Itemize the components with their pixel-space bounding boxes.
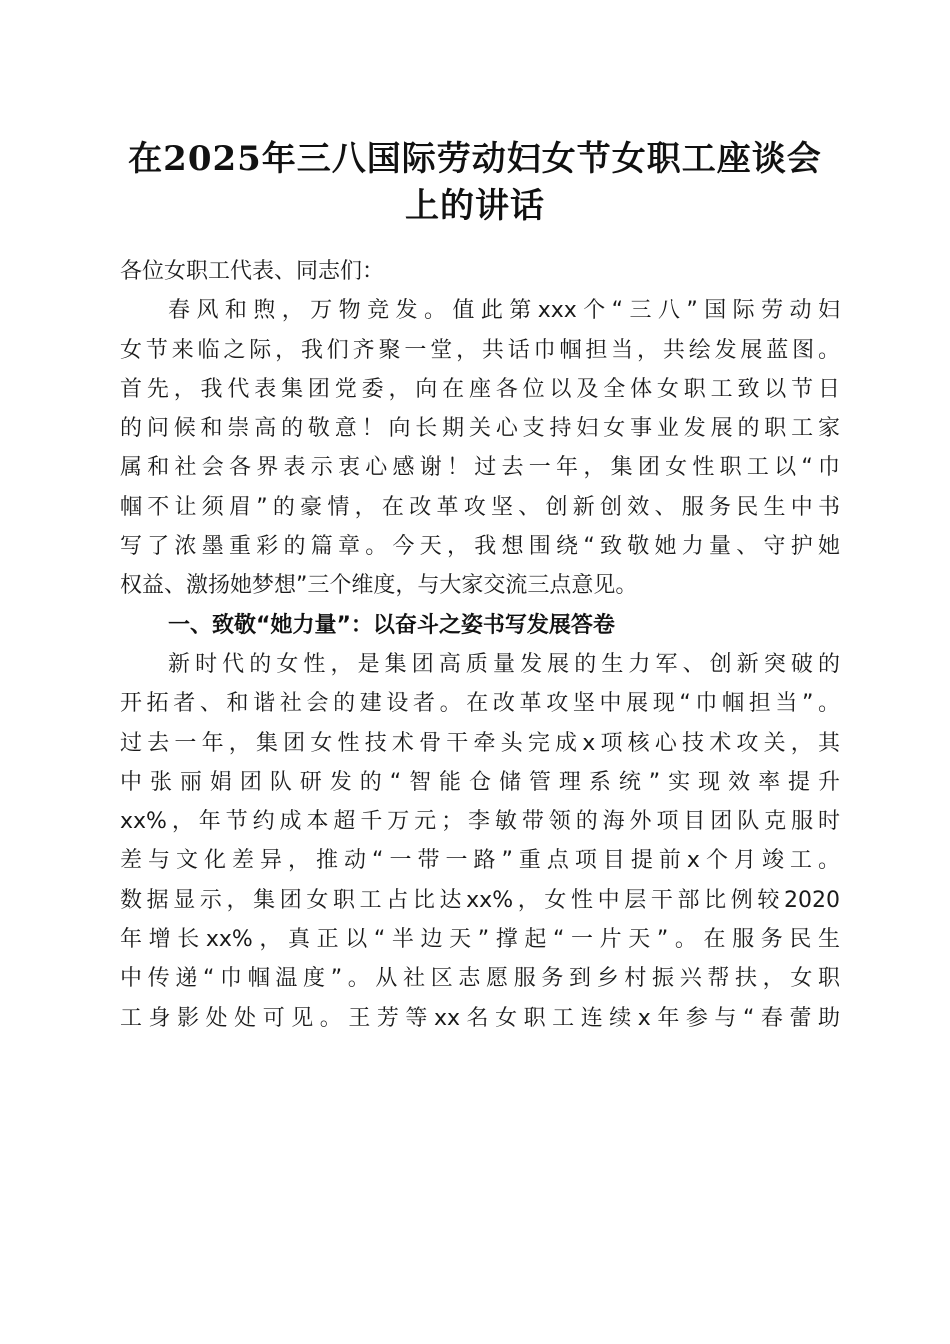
paragraph-line: 工身影处处可见。王芳等xx名女职工连续x年参与“春蕾助 [120, 1005, 840, 1031]
paragraph-line: 写了浓墨重彩的篇章。今天，我想围绕“致敬她力量、守护她 [120, 534, 840, 560]
paragraph-line: 权益、激扬她梦想”三个维度，与大家交流三点意见。 [120, 573, 638, 599]
paragraph-line: xx%，年节约成本超千万元；李敏带领的海外项目团队克服时 [120, 809, 840, 835]
section-heading: 一、致敬“她力量”：以奋斗之姿书写发展答卷 [168, 612, 615, 638]
paragraph-line: 春风和煦，万物竞发。值此第xxx个“三八”国际劳动妇 [168, 298, 840, 324]
paragraph-line: 新时代的女性，是集团高质量发展的生力军、创新突破的 [168, 651, 840, 677]
paragraph-line: 属和社会各界表示衷心感谢！过去一年，集团女性职工以“巾 [120, 455, 840, 481]
paragraph-line: 数据显示，集团女职工占比达xx%，女性中层干部比例较2020 [120, 887, 840, 913]
title-line: 在2025年三八国际劳动妇女节女职工座谈会 [128, 139, 822, 179]
document-body [120, 252, 840, 1038]
paragraph-line: 帼不让须眉”的豪情，在改革攻坚、创新创效、服务民生中书 [120, 494, 840, 520]
salutation: 各位女职工代表、同志们： [120, 259, 385, 284]
paragraph-line: 女节来临之际，我们齐聚一堂，共话巾帼担当，共绘发展蓝图。 [120, 337, 840, 363]
paragraph-line: 中张丽娟团队研发的“智能仓储管理系统”实现效率提升 [120, 769, 840, 795]
document-title [110, 136, 840, 230]
paragraph-line: 差与文化差异，推动“一带一路”重点项目提前x个月竣工。 [120, 848, 840, 874]
paragraph-line: 过去一年，集团女性技术骨干牵头完成x项核心技术攻关，其 [120, 730, 840, 756]
paragraph-line: 的问候和崇高的敬意！向长期关心支持妇女事业发展的职工家 [120, 416, 840, 442]
paragraph-line: 首先，我代表集团党委，向在座各位以及全体女职工致以节日 [120, 376, 840, 402]
title-line: 上的讲话 [405, 186, 545, 226]
paragraph-line: 开拓者、和谐社会的建设者。在改革攻坚中展现“巾帼担当”。 [120, 691, 840, 717]
paragraph-line: 中传递“巾帼温度”。从社区志愿服务到乡村振兴帮扶，女职 [120, 966, 840, 992]
paragraph-line: 年增长xx%，真正以“半边天”撑起“一片天”。在服务民生 [120, 927, 840, 953]
